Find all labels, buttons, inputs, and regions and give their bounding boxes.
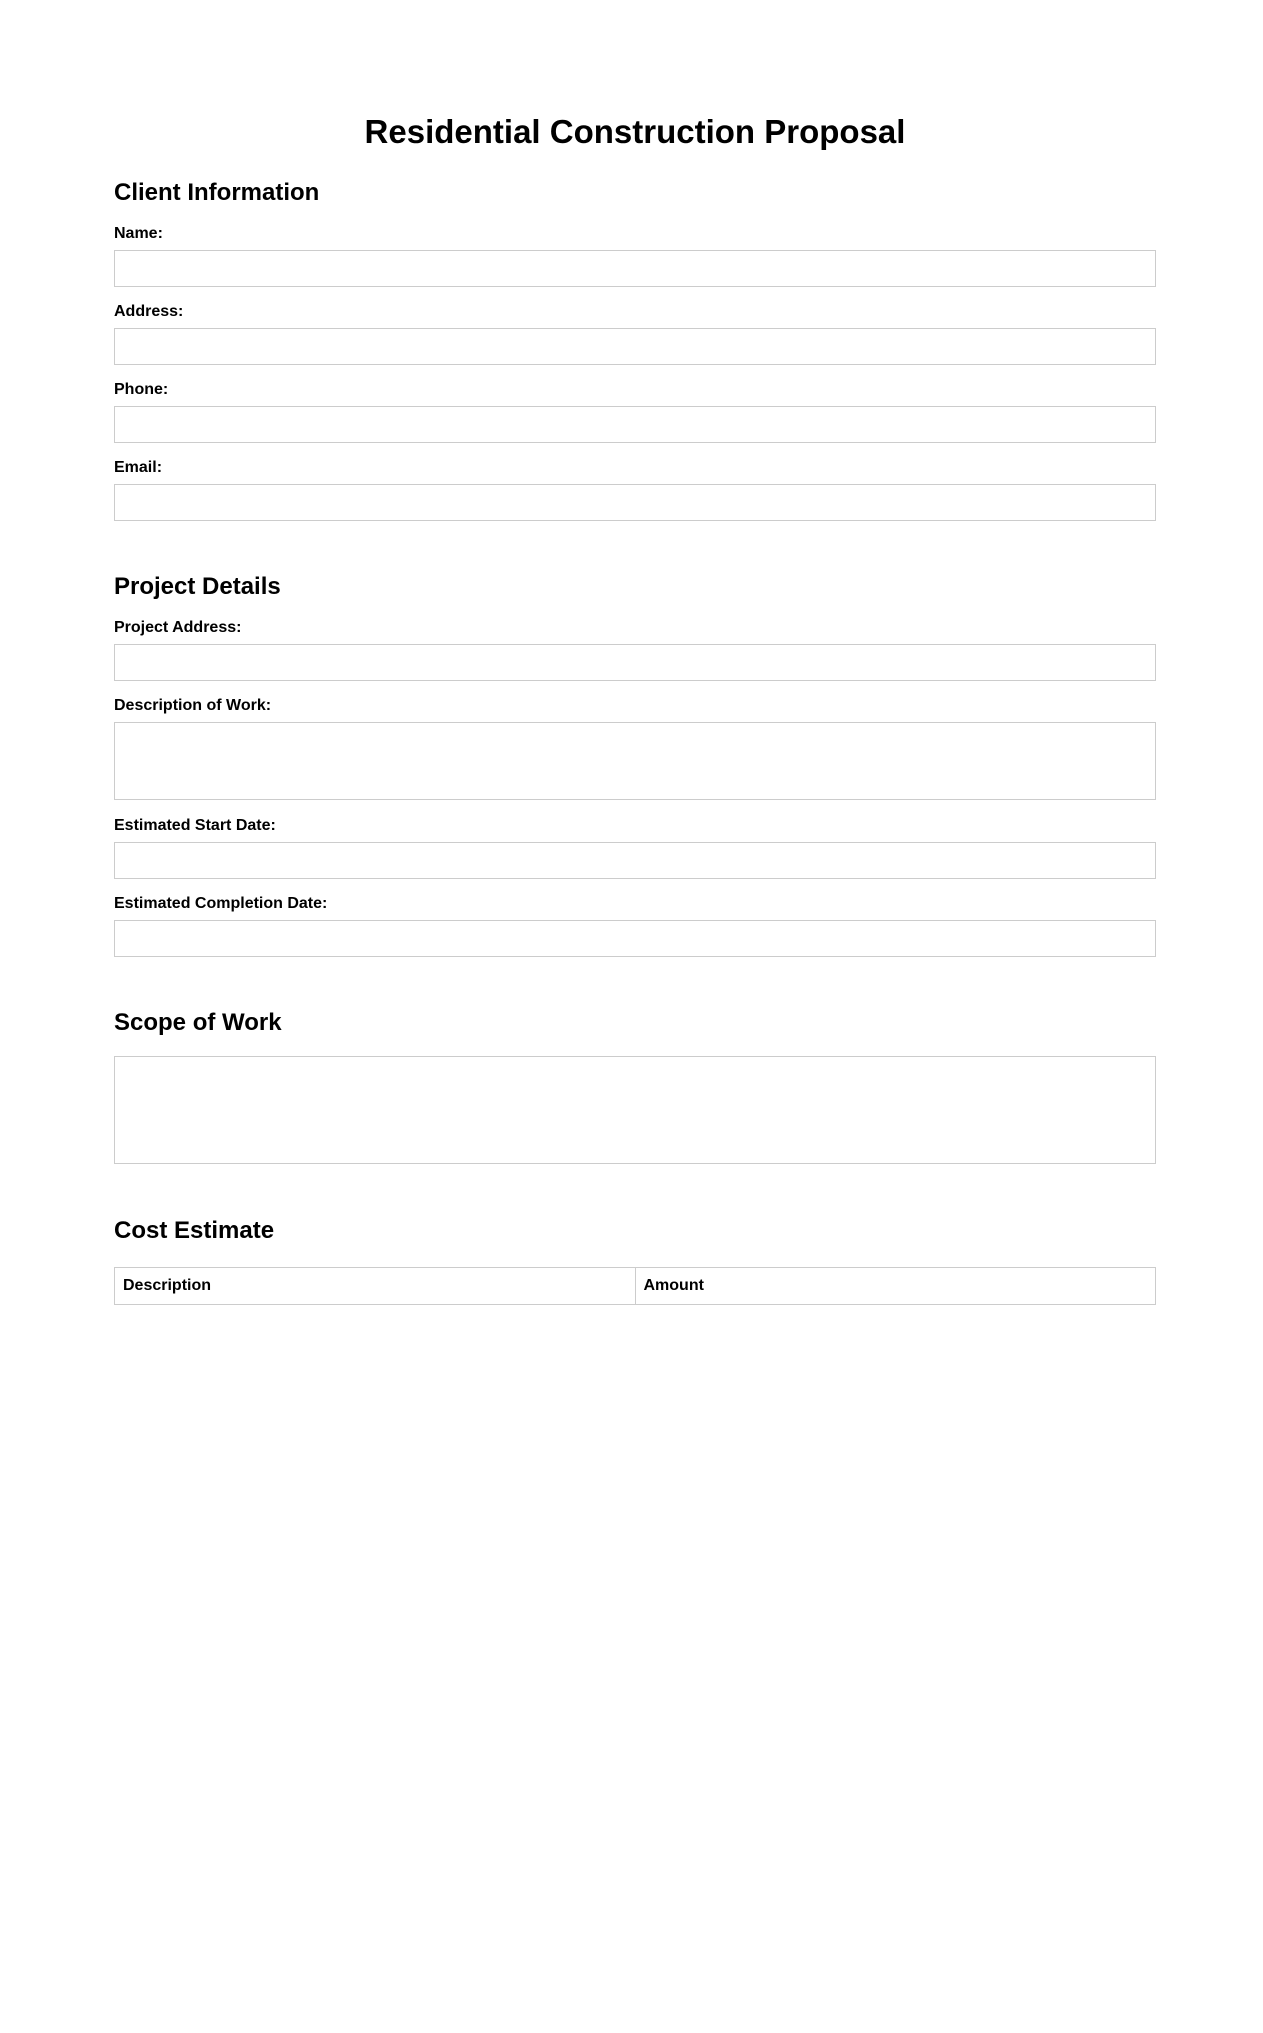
- amount-column-header: Amount: [635, 1268, 1156, 1305]
- estimated-start-date-label: Estimated Start Date:: [114, 817, 276, 834]
- estimated-completion-date-label: Estimated Completion Date:: [114, 895, 328, 912]
- email-field[interactable]: [114, 484, 1156, 521]
- cost-estimate-heading: Cost Estimate: [114, 1217, 275, 1244]
- project-address-field[interactable]: [114, 644, 1156, 681]
- scope-of-work-field[interactable]: [114, 1056, 1156, 1164]
- estimated-completion-date-field[interactable]: [114, 920, 1156, 957]
- description-column-header: Description: [115, 1268, 636, 1305]
- document-title: Residential Construction Proposal: [364, 113, 906, 150]
- name-label: Name:: [114, 225, 163, 242]
- description-of-work-field[interactable]: [114, 722, 1156, 800]
- client-information-heading: Client Information: [114, 179, 320, 206]
- project-details-heading: Project Details: [114, 573, 281, 600]
- scope-of-work-heading: Scope of Work: [114, 1009, 282, 1036]
- cost-estimate-table: [114, 1267, 1156, 1305]
- phone-label: Phone:: [114, 381, 169, 398]
- address-field[interactable]: [114, 328, 1156, 365]
- table-header-row: [115, 1268, 1156, 1305]
- estimated-start-date-field[interactable]: [114, 842, 1156, 879]
- address-label: Address:: [114, 303, 184, 320]
- phone-field[interactable]: [114, 406, 1156, 443]
- email-label: Email:: [114, 459, 163, 476]
- name-field[interactable]: [114, 250, 1156, 287]
- project-address-label: Project Address:: [114, 619, 242, 636]
- description-of-work-label: Description of Work:: [114, 697, 272, 714]
